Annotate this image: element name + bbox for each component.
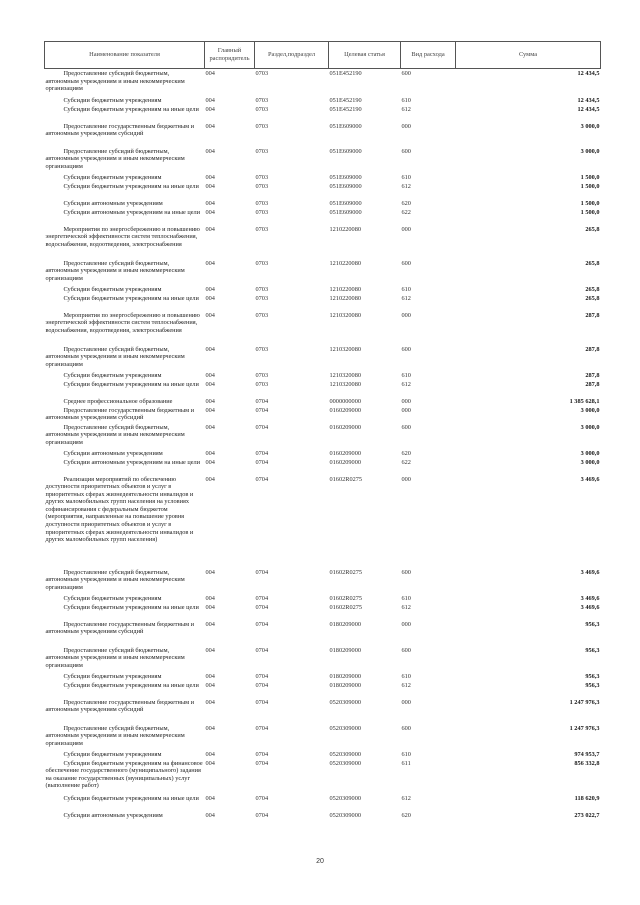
cell-kvr: 610 bbox=[401, 594, 411, 602]
cell-kvr: 620 bbox=[401, 449, 411, 457]
cell-name: Предоставление субсидий бюджетным, автономным учреждениям и иным некоммерческим организациям bbox=[45, 423, 185, 446]
cell-name: Субсидии бюджетным учреждениям на иные цели bbox=[63, 794, 199, 802]
cell-grbs: 004 bbox=[205, 458, 215, 466]
cell-section: 0703 bbox=[255, 259, 269, 267]
cell-grbs: 004 bbox=[205, 173, 215, 181]
cell-section: 0703 bbox=[255, 182, 269, 190]
cell-name: Субсидии бюджетным учреждениям bbox=[63, 672, 162, 680]
cell-kvr: 600 bbox=[401, 147, 411, 155]
cell-sum: 12 434,5 bbox=[577, 70, 600, 77]
cell-kvr: 610 bbox=[401, 173, 411, 181]
cell-sum: 1 247 976,3 bbox=[569, 724, 600, 732]
cell-grbs: 004 bbox=[205, 208, 215, 216]
cell-article: 0160209000 bbox=[329, 458, 361, 466]
cell-kvr: 612 bbox=[401, 182, 411, 190]
cell-kvr: 612 bbox=[401, 105, 411, 113]
cell-grbs: 004 bbox=[205, 646, 215, 654]
cell-section: 0704 bbox=[255, 794, 269, 802]
cell-section: 0704 bbox=[255, 646, 269, 654]
cell-kvr: 612 bbox=[401, 603, 411, 611]
cell-grbs: 004 bbox=[205, 406, 215, 414]
cell-article: 1210320080 bbox=[329, 371, 361, 379]
cell-section: 0703 bbox=[255, 225, 269, 233]
cell-name: Субсидии бюджетным учреждениям bbox=[63, 285, 162, 293]
cell-article: 0520309000 bbox=[329, 811, 361, 819]
cell-grbs: 004 bbox=[205, 672, 215, 680]
cell-section: 0704 bbox=[255, 568, 269, 576]
cell-name: Субсидии автономным учреждениям bbox=[63, 811, 163, 819]
header-section: Раздел,подраздел bbox=[255, 42, 329, 69]
cell-kvr: 622 bbox=[401, 458, 411, 466]
header-kvr: Вид расхода bbox=[401, 42, 456, 69]
cell-grbs: 004 bbox=[205, 259, 215, 267]
cell-sum: 3 469,6 bbox=[580, 568, 600, 576]
cell-kvr: 600 bbox=[401, 345, 411, 353]
cell-kvr: 612 bbox=[401, 794, 411, 802]
cell-grbs: 004 bbox=[205, 311, 215, 319]
cell-section: 0704 bbox=[255, 750, 269, 758]
cell-sum: 3 469,6 bbox=[580, 603, 600, 611]
cell-section: 0703 bbox=[255, 311, 269, 319]
cell-article: 1210320080 bbox=[329, 380, 361, 388]
cell-kvr: 600 bbox=[401, 568, 411, 576]
cell-article: 051E452190 bbox=[329, 96, 362, 104]
table-row bbox=[45, 173, 601, 182]
cell-sum: 287,8 bbox=[585, 380, 600, 388]
cell-grbs: 004 bbox=[205, 698, 215, 706]
cell-sum: 287,8 bbox=[585, 345, 600, 353]
cell-sum: 1 385 628,1 bbox=[569, 397, 600, 405]
cell-name: Предоставление субсидий бюджетным, автономным учреждениям и иным некоммерческим организациям bbox=[45, 724, 185, 747]
cell-section: 0703 bbox=[255, 173, 269, 181]
cell-section: 0704 bbox=[255, 458, 269, 466]
cell-article: 01602R0275 bbox=[329, 475, 363, 483]
cell-grbs: 004 bbox=[205, 568, 215, 576]
cell-grbs: 004 bbox=[205, 345, 215, 353]
cell-sum: 118 620,9 bbox=[574, 794, 600, 802]
cell-sum: 3 469,6 bbox=[580, 594, 600, 602]
cell-kvr: 000 bbox=[401, 311, 411, 319]
cell-article: 0520309000 bbox=[329, 698, 361, 706]
table-row bbox=[45, 681, 601, 698]
cell-article: 0160209000 bbox=[329, 449, 361, 457]
cell-article: 051E609000 bbox=[329, 199, 362, 207]
table-header-row bbox=[45, 42, 601, 69]
cell-article: 051E609000 bbox=[329, 208, 362, 216]
cell-section: 0703 bbox=[255, 199, 269, 207]
cell-section: 0704 bbox=[255, 423, 269, 431]
header-article: Целевая статья bbox=[329, 42, 401, 69]
cell-grbs: 004 bbox=[205, 449, 215, 457]
cell-section: 0704 bbox=[255, 406, 269, 414]
cell-kvr: 000 bbox=[401, 397, 411, 405]
cell-name: Предоставление субсидий бюджетным, автономным учреждениям и иным некоммерческим организациям bbox=[45, 70, 185, 93]
cell-kvr: 600 bbox=[401, 724, 411, 732]
table-row bbox=[45, 96, 601, 105]
cell-kvr: 600 bbox=[401, 259, 411, 267]
cell-kvr: 000 bbox=[401, 122, 411, 130]
header-sum: Сумма bbox=[456, 42, 601, 69]
table-row bbox=[45, 345, 601, 371]
cell-sum: 3 000,0 bbox=[580, 458, 600, 466]
cell-kvr: 610 bbox=[401, 285, 411, 293]
cell-article: 0160209000 bbox=[329, 406, 361, 414]
cell-article: 1210320080 bbox=[329, 311, 361, 319]
cell-sum: 265,8 bbox=[585, 285, 600, 293]
cell-grbs: 004 bbox=[205, 759, 215, 767]
table-row bbox=[45, 182, 601, 199]
table-row bbox=[45, 750, 601, 759]
cell-sum: 12 434,5 bbox=[577, 105, 600, 113]
cell-name: Предоставление субсидий бюджетным, автономным учреждениям и иным некоммерческим организациям bbox=[45, 147, 185, 170]
cell-sum: 12 434,5 bbox=[577, 96, 600, 104]
cell-name: Субсидии бюджетным учреждениям bbox=[63, 96, 162, 104]
table-row bbox=[45, 811, 601, 820]
cell-article: 051E609000 bbox=[329, 122, 362, 130]
cell-article: 0180209000 bbox=[329, 672, 361, 680]
cell-name: Субсидии автономным учреждениям bbox=[63, 199, 163, 207]
cell-kvr: 612 bbox=[401, 380, 411, 388]
cell-article: 051E609000 bbox=[329, 182, 362, 190]
cell-section: 0703 bbox=[255, 105, 269, 113]
cell-section: 0704 bbox=[255, 449, 269, 457]
cell-kvr: 000 bbox=[401, 475, 411, 483]
cell-name: Предоставление субсидий бюджетным, автономным учреждениям и иным некоммерческим организациям bbox=[45, 568, 185, 591]
cell-sum: 273 022,7 bbox=[574, 811, 600, 819]
cell-article: 1210320080 bbox=[329, 345, 361, 353]
table-row bbox=[45, 759, 601, 794]
table-row bbox=[45, 698, 601, 724]
cell-article: 0180209000 bbox=[329, 681, 361, 689]
table-row bbox=[45, 69, 601, 96]
table-row bbox=[45, 794, 601, 811]
cell-section: 0704 bbox=[255, 603, 269, 611]
cell-sum: 974 953,7 bbox=[574, 750, 600, 758]
cell-grbs: 004 bbox=[205, 285, 215, 293]
cell-article: 0520309000 bbox=[329, 759, 361, 767]
table-row bbox=[45, 105, 601, 122]
cell-name: Субсидии бюджетным учреждениям на иные цели bbox=[63, 182, 199, 190]
cell-sum: 1 500,0 bbox=[580, 208, 600, 216]
cell-name: Мероприятия по энергосбережению и повышению энергетической эффективности систем теплоснабжения, водоснабжения, водоотведения, электроснабжения bbox=[45, 311, 200, 334]
table-row bbox=[45, 294, 601, 311]
cell-section: 0703 bbox=[255, 208, 269, 216]
cell-name: Субсидии бюджетным учреждениям bbox=[63, 173, 162, 181]
cell-kvr: 600 bbox=[401, 70, 411, 77]
cell-name: Предоставление субсидий бюджетным, автономным учреждениям и иным некоммерческим организациям bbox=[45, 345, 185, 368]
cell-grbs: 004 bbox=[205, 182, 215, 190]
cell-sum: 287,8 bbox=[585, 371, 600, 379]
cell-section: 0703 bbox=[255, 345, 269, 353]
cell-article: 051E609000 bbox=[329, 173, 362, 181]
cell-name: Предоставление государственным бюджетным и автономным учреждениям субсидий bbox=[45, 122, 195, 138]
cell-sum: 956,3 bbox=[585, 681, 600, 689]
table-row bbox=[45, 199, 601, 208]
cell-section: 0703 bbox=[255, 96, 269, 104]
cell-name: Предоставление государственным бюджетным и автономным учреждениям субсидий bbox=[45, 406, 195, 422]
cell-article: 0520309000 bbox=[329, 794, 361, 802]
table-row bbox=[45, 475, 601, 568]
table-row bbox=[45, 672, 601, 681]
cell-grbs: 004 bbox=[205, 681, 215, 689]
cell-grbs: 004 bbox=[205, 380, 215, 388]
cell-name: Предоставление государственным бюджетным и автономным учреждениям субсидий bbox=[45, 698, 195, 714]
cell-sum: 1 500,0 bbox=[580, 173, 600, 181]
cell-section: 0703 bbox=[255, 380, 269, 388]
table-row bbox=[45, 449, 601, 458]
cell-kvr: 610 bbox=[401, 750, 411, 758]
cell-kvr: 610 bbox=[401, 672, 411, 680]
cell-section: 0703 bbox=[255, 285, 269, 293]
table-row bbox=[45, 122, 601, 147]
cell-article: 1210220080 bbox=[329, 285, 361, 293]
table-row bbox=[45, 603, 601, 620]
table-row bbox=[45, 147, 601, 173]
cell-sum: 1 500,0 bbox=[580, 199, 600, 207]
table-row bbox=[45, 259, 601, 285]
cell-sum: 265,8 bbox=[585, 225, 600, 233]
cell-kvr: 000 bbox=[401, 225, 411, 233]
cell-kvr: 000 bbox=[401, 406, 411, 414]
cell-kvr: 610 bbox=[401, 96, 411, 104]
cell-name: Субсидии бюджетным учреждениям bbox=[63, 594, 162, 602]
cell-section: 0704 bbox=[255, 475, 269, 483]
cell-grbs: 004 bbox=[205, 70, 215, 77]
cell-kvr: 600 bbox=[401, 646, 411, 654]
cell-name: Субсидии бюджетным учреждениям на финансовое обеспечение государственного (муниципального) задания на оказание государственных (муниципальных) услуг (выполнение работ) bbox=[45, 759, 203, 790]
cell-name: Мероприятия по энергосбережению и повышению энергетической эффективности систем теплоснабжения, водоснабжения, водоотведения, электроснабжения bbox=[45, 225, 200, 248]
cell-sum: 956,3 bbox=[585, 646, 600, 654]
cell-article: 0180209000 bbox=[329, 646, 361, 654]
cell-article: 01602R0275 bbox=[329, 594, 363, 602]
cell-kvr: 620 bbox=[401, 811, 411, 819]
table-row bbox=[45, 568, 601, 594]
table-row bbox=[45, 724, 601, 750]
cell-section: 0703 bbox=[255, 147, 269, 155]
cell-article: 0520309000 bbox=[329, 724, 361, 732]
cell-grbs: 004 bbox=[205, 724, 215, 732]
table-row bbox=[45, 225, 601, 259]
table-row bbox=[45, 458, 601, 475]
cell-article: 051E609000 bbox=[329, 147, 362, 155]
table-row bbox=[45, 406, 601, 423]
cell-name: Реализация мероприятий по обеспечению доступности приоритетных объектов и услуг в приоритетных сферах жизнедеятельности инвалидов и других маломобильных групп населения на условиях софинансирования с федеральным бюджетом (мероприятия, направленные на повышение уровня доступности приоритетных объектов и услуг в приоритетных сферах жизнедеятельности инвалидов и других маломобильных групп населения) bbox=[45, 475, 194, 544]
table-row bbox=[45, 397, 601, 406]
cell-grbs: 004 bbox=[205, 794, 215, 802]
cell-sum: 3 000,0 bbox=[580, 406, 600, 414]
cell-name: Предоставление государственным бюджетным и автономным учреждениям субсидий bbox=[45, 620, 195, 636]
cell-sum: 3 000,0 bbox=[580, 449, 600, 457]
cell-article: 0180209000 bbox=[329, 620, 361, 628]
cell-kvr: 620 bbox=[401, 199, 411, 207]
cell-section: 0704 bbox=[255, 681, 269, 689]
table-row bbox=[45, 311, 601, 345]
cell-grbs: 004 bbox=[205, 594, 215, 602]
cell-sum: 265,8 bbox=[585, 294, 600, 302]
table-row bbox=[45, 646, 601, 672]
cell-section: 0704 bbox=[255, 397, 269, 405]
cell-kvr: 000 bbox=[401, 698, 411, 706]
table-body bbox=[45, 69, 601, 820]
cell-name: Среднее профессиональное образование bbox=[63, 397, 173, 405]
cell-section: 0704 bbox=[255, 698, 269, 706]
cell-grbs: 004 bbox=[205, 603, 215, 611]
cell-sum: 3 000,0 bbox=[580, 147, 600, 155]
cell-grbs: 004 bbox=[205, 105, 215, 113]
cell-sum: 956,3 bbox=[585, 620, 600, 628]
cell-section: 0704 bbox=[255, 620, 269, 628]
cell-sum: 956,3 bbox=[585, 672, 600, 680]
cell-article: 0520309000 bbox=[329, 750, 361, 758]
table-row bbox=[45, 594, 601, 603]
table-row bbox=[45, 208, 601, 225]
cell-article: 0000000000 bbox=[329, 397, 361, 405]
cell-kvr: 600 bbox=[401, 423, 411, 431]
cell-grbs: 004 bbox=[205, 620, 215, 628]
cell-section: 0703 bbox=[255, 122, 269, 130]
cell-kvr: 000 bbox=[401, 620, 411, 628]
cell-name: Субсидии бюджетным учреждениям на иные цели bbox=[63, 603, 199, 611]
budget-table bbox=[44, 41, 601, 820]
cell-article: 1210220080 bbox=[329, 259, 361, 267]
header-name: Наименование показателя bbox=[45, 42, 205, 69]
cell-kvr: 610 bbox=[401, 371, 411, 379]
cell-name: Субсидии автономным учреждениям на иные цели bbox=[63, 208, 201, 216]
cell-name: Субсидии автономным учреждениям bbox=[63, 449, 163, 457]
cell-kvr: 622 bbox=[401, 208, 411, 216]
cell-article: 01602R0275 bbox=[329, 568, 363, 576]
cell-sum: 265,8 bbox=[585, 259, 600, 267]
cell-kvr: 612 bbox=[401, 294, 411, 302]
cell-article: 1210220080 bbox=[329, 225, 361, 233]
cell-article: 01602R0275 bbox=[329, 603, 363, 611]
cell-grbs: 004 bbox=[205, 475, 215, 483]
cell-sum: 287,8 bbox=[585, 311, 600, 319]
cell-section: 0704 bbox=[255, 724, 269, 732]
cell-sum: 3 469,6 bbox=[580, 475, 600, 483]
cell-name: Предоставление субсидий бюджетным, автономным учреждениям и иным некоммерческим организациям bbox=[45, 646, 185, 669]
cell-name: Субсидии бюджетным учреждениям bbox=[63, 371, 162, 379]
cell-article: 051E452190 bbox=[329, 70, 362, 77]
cell-sum: 3 000,0 bbox=[580, 423, 600, 431]
cell-kvr: 612 bbox=[401, 681, 411, 689]
cell-grbs: 004 bbox=[205, 811, 215, 819]
cell-name: Субсидии бюджетным учреждениям на иные цели bbox=[63, 105, 199, 113]
cell-grbs: 004 bbox=[205, 122, 215, 130]
table-row bbox=[45, 371, 601, 380]
cell-grbs: 004 bbox=[205, 397, 215, 405]
table-row bbox=[45, 620, 601, 646]
cell-grbs: 004 bbox=[205, 294, 215, 302]
cell-grbs: 004 bbox=[205, 147, 215, 155]
page-number: 20 bbox=[316, 858, 324, 865]
cell-name: Субсидии автономным учреждениям на иные цели bbox=[63, 458, 201, 466]
cell-grbs: 004 bbox=[205, 423, 215, 431]
cell-sum: 3 000,0 bbox=[580, 122, 600, 130]
cell-section: 0703 bbox=[255, 371, 269, 379]
cell-sum: 856 332,8 bbox=[574, 759, 600, 767]
cell-name: Субсидии бюджетным учреждениям на иные цели bbox=[63, 681, 199, 689]
cell-kvr: 611 bbox=[401, 759, 411, 767]
cell-grbs: 004 bbox=[205, 199, 215, 207]
table-row bbox=[45, 423, 601, 449]
table-row bbox=[45, 285, 601, 294]
cell-section: 0704 bbox=[255, 672, 269, 680]
table-row bbox=[45, 380, 601, 397]
cell-sum: 1 500,0 bbox=[580, 182, 600, 190]
cell-article: 0160209000 bbox=[329, 423, 361, 431]
cell-section: 0703 bbox=[255, 294, 269, 302]
cell-name: Субсидии бюджетным учреждениям на иные цели bbox=[63, 380, 199, 388]
cell-article: 1210220080 bbox=[329, 294, 361, 302]
cell-section: 0704 bbox=[255, 811, 269, 819]
cell-section: 0704 bbox=[255, 759, 269, 767]
header-grbs: Главный распорядитель bbox=[205, 42, 255, 69]
cell-name: Субсидии бюджетным учреждениям bbox=[63, 750, 162, 758]
cell-name: Предоставление субсидий бюджетным, автономным учреждениям и иным некоммерческим организациям bbox=[45, 259, 185, 282]
cell-section: 0703 bbox=[255, 70, 269, 77]
cell-grbs: 004 bbox=[205, 96, 215, 104]
cell-name: Субсидии бюджетным учреждениям на иные цели bbox=[63, 294, 199, 302]
cell-section: 0704 bbox=[255, 594, 269, 602]
cell-grbs: 004 bbox=[205, 750, 215, 758]
cell-grbs: 004 bbox=[205, 371, 215, 379]
cell-grbs: 004 bbox=[205, 225, 215, 233]
cell-article: 051E452190 bbox=[329, 105, 362, 113]
cell-sum: 1 247 976,3 bbox=[569, 698, 600, 706]
